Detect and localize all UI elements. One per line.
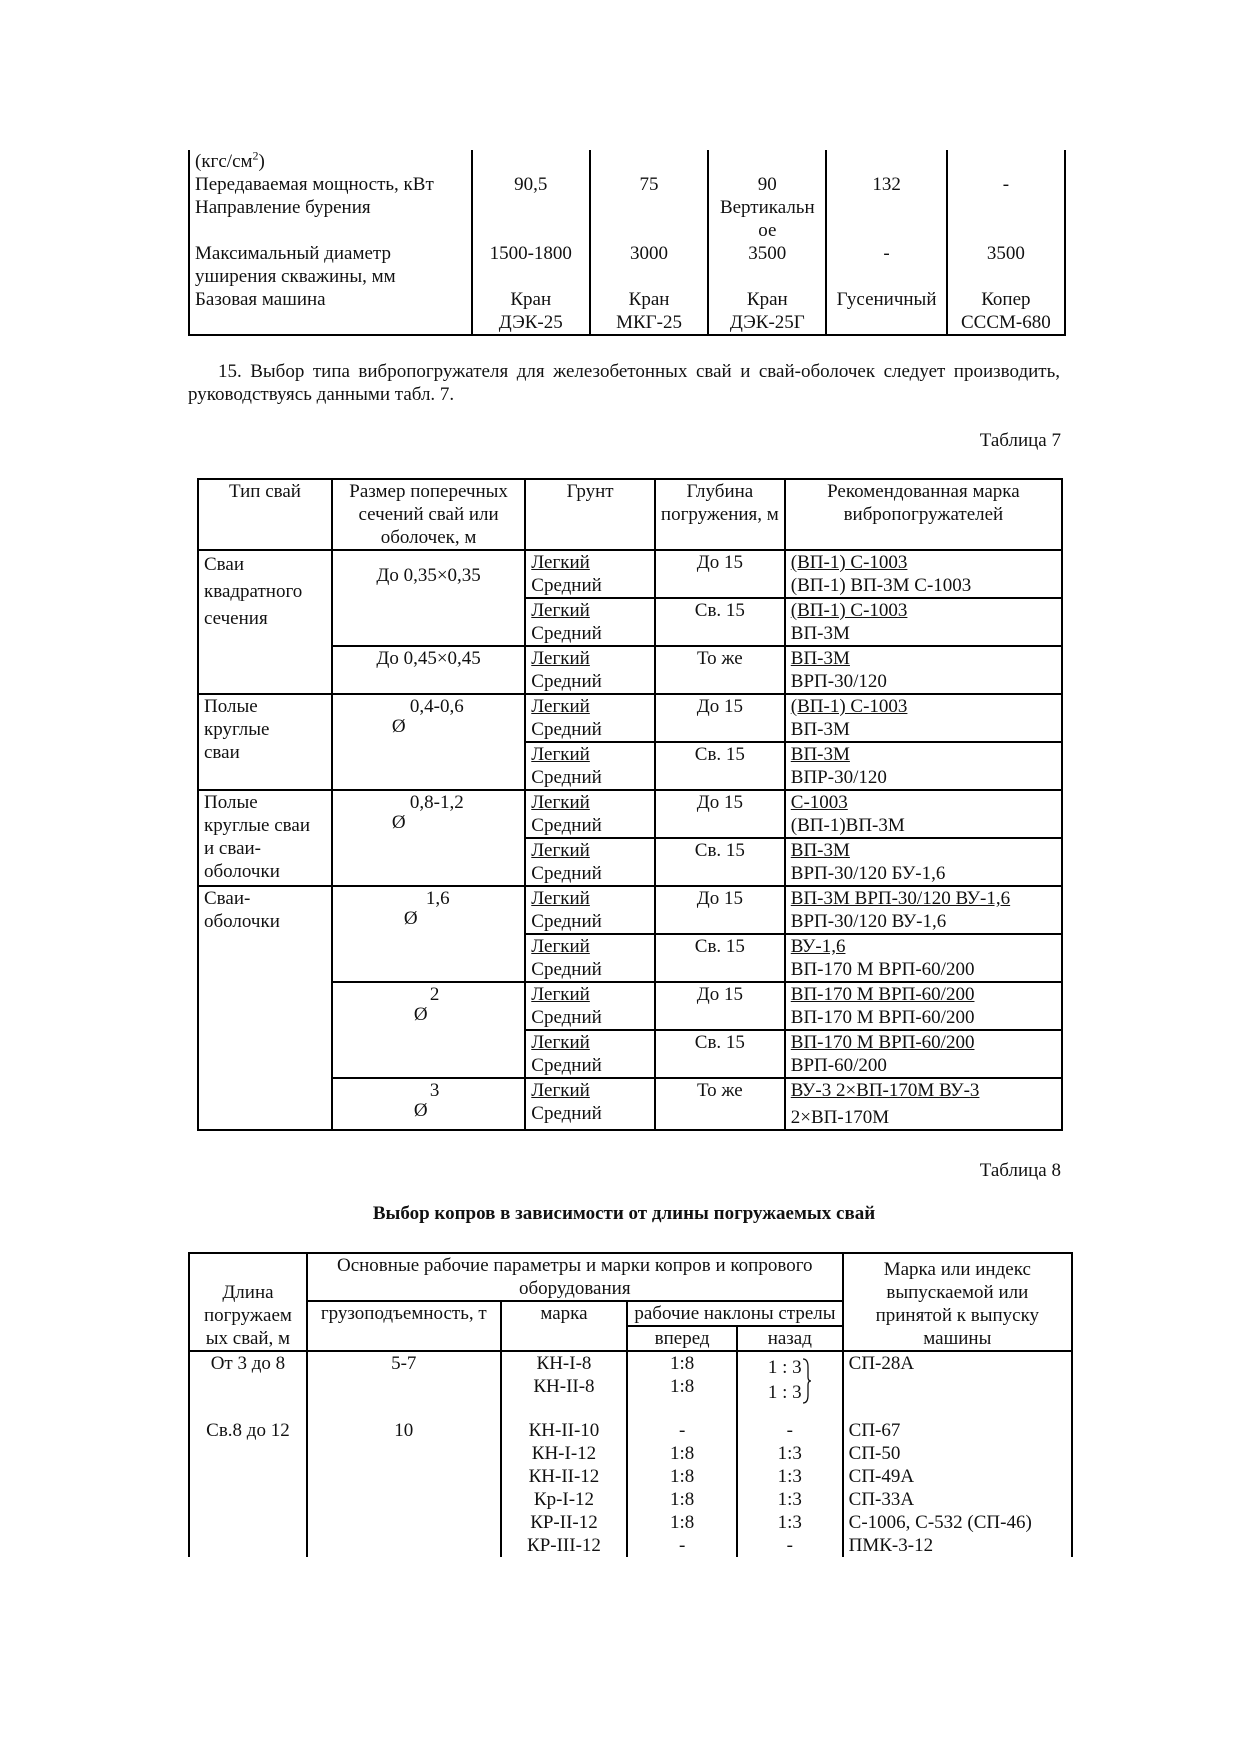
diameter-icon: Ø <box>391 716 406 737</box>
soil-cell: Легкий Средний <box>525 550 655 598</box>
row-label: Максимальный диаметр уширения скважины, мм <box>189 242 472 288</box>
table-7 <box>197 478 1063 1131</box>
column-header: вперед <box>627 1326 737 1351</box>
soil-cell: Легкий Средний <box>525 1078 655 1130</box>
column-header: Рекомендованная марка вибропогружателей <box>785 479 1062 550</box>
marks-cell: ВУ-1,6 ВП-170 М ВРП-60/200 <box>785 934 1062 982</box>
table-cell: КН-II-10 КН-I-12 КН-II-12 Кр-I-12 КР-II-12 КР-III-12 <box>501 1405 628 1557</box>
table-cell: 1500-1800 <box>472 242 590 288</box>
diameter-icon: Ø <box>391 812 406 833</box>
soil-cell: Легкий Средний <box>525 934 655 982</box>
marks-cell: ВП-3М ВРП-30/120 БУ-1,6 <box>785 838 1062 886</box>
table-row <box>189 150 1065 173</box>
pile-type: Полые круглые сваи <box>198 694 332 790</box>
table-cell: 90 <box>708 173 826 196</box>
marks-cell: (ВП-1) С-1003 ВП-3М <box>785 694 1062 742</box>
table-row <box>189 196 1065 242</box>
table-cell: 3500 <box>708 242 826 288</box>
pile-type: Сваи квадратного сечения <box>198 550 332 694</box>
table-row <box>198 550 1062 598</box>
marks-cell: (ВП-1) С-1003 ВП-3М <box>785 598 1062 646</box>
table-row <box>189 288 1065 335</box>
table-cell: - <box>826 242 946 288</box>
table-cell: Кран ДЭК-25 <box>472 288 590 335</box>
soil-cell: Легкий Средний <box>525 982 655 1030</box>
table-7-caption: Таблица 7 <box>979 430 1061 451</box>
table-cell: 1:8 1:8 <box>627 1351 737 1405</box>
soil-cell: Легкий Средний <box>525 742 655 790</box>
table-cell: КН-I-8 КН-II-8 <box>501 1351 628 1405</box>
pile-type: Полые круглые сваи и сваи-оболочки <box>198 790 332 886</box>
column-header: Размер поперечных сечений свай или оболочек, м <box>332 479 525 550</box>
diameter-icon: Ø <box>413 1100 428 1121</box>
table-row <box>198 886 1062 934</box>
column-header: Тип свай <box>198 479 332 550</box>
depth-cell: Св. 15 <box>655 742 785 790</box>
table-cell: 75 <box>590 173 708 196</box>
table-cell: 3500 <box>947 242 1065 288</box>
diameter-icon: Ø <box>413 1004 428 1025</box>
table-row <box>198 790 1062 838</box>
table-cell: Кран МКГ-25 <box>590 288 708 335</box>
depth-cell: До 15 <box>655 694 785 742</box>
marks-cell: ВП-3М ВРП-30/120 <box>785 646 1062 694</box>
table-cell: СП-28А <box>843 1351 1072 1405</box>
soil-cell: Легкий Средний <box>525 598 655 646</box>
table-row <box>189 1351 1072 1405</box>
depth-cell: До 15 <box>655 550 785 598</box>
column-header: рабочие наклоны стрелы <box>627 1301 842 1326</box>
column-header: Марка или индекс выпускаемой или принятой к выпуску машины <box>843 1253 1072 1351</box>
depth-cell: Св. 15 <box>655 598 785 646</box>
pile-size: 1,6 Ø <box>332 886 525 982</box>
table-6-fragment <box>188 150 1066 336</box>
table-header-row <box>198 479 1062 550</box>
marks-cell: ВП-170 М ВРП-60/200 ВРП-60/200 <box>785 1030 1062 1078</box>
row-label: Передаваемая мощность, кВт <box>189 173 472 196</box>
table-row <box>198 694 1062 742</box>
table-cell: Кран ДЭК-25Г <box>708 288 826 335</box>
diameter-icon: Ø <box>403 908 418 929</box>
pile-size: 2 Ø <box>332 982 525 1078</box>
depth-cell: Св. 15 <box>655 934 785 982</box>
depth-cell: То же <box>655 1078 785 1130</box>
soil-cell: Легкий Средний <box>525 646 655 694</box>
pile-size: 3 Ø <box>332 1078 525 1130</box>
table-cell: 132 <box>826 173 946 196</box>
column-header: Грунт <box>525 479 655 550</box>
table-row <box>189 242 1065 288</box>
depth-cell: До 15 <box>655 886 785 934</box>
soil-cell: Легкий Средний <box>525 790 655 838</box>
column-header: Основные рабочие параметры и марки копров и копрового оборудования <box>307 1253 843 1301</box>
table-cell: - 1:3 1:3 1:3 1:3 - <box>737 1405 843 1557</box>
marks-cell: (ВП-1) С-1003 (ВП-1) ВП-3М С-1003 <box>785 550 1062 598</box>
depth-cell: Св. 15 <box>655 1030 785 1078</box>
pile-size: 0,8-1,2 Ø <box>332 790 525 886</box>
table-cell: Вертикальн ое <box>708 196 826 242</box>
marks-cell: С-1003 (ВП-1)ВП-3М <box>785 790 1062 838</box>
depth-cell: Св. 15 <box>655 838 785 886</box>
row-label: Направление бурения <box>189 196 472 242</box>
soil-cell: Легкий Средний <box>525 886 655 934</box>
table-cell: От 3 до 8 <box>189 1351 307 1405</box>
table-cell: - <box>947 173 1065 196</box>
marks-cell: ВП-3М ВПР-30/120 <box>785 742 1062 790</box>
marks-cell: ВП-3М ВРП-30/120 ВУ-1,6 ВРП-30/120 ВУ-1,6 <box>785 886 1062 934</box>
pile-size: До 0,35×0,35 <box>332 550 525 646</box>
table-cell: 1 : 3 1 : 3 <box>737 1351 843 1405</box>
table-cell: - 1:8 1:8 1:8 1:8 - <box>627 1405 737 1557</box>
table-8-caption: Таблица 8 <box>979 1160 1061 1181</box>
row-label: Базовая машина <box>189 288 472 335</box>
depth-cell: До 15 <box>655 790 785 838</box>
table-cell: 5-7 <box>307 1351 501 1405</box>
soil-cell: Легкий Средний <box>525 1030 655 1078</box>
column-header: марка <box>501 1301 628 1351</box>
depth-cell: До 15 <box>655 982 785 1030</box>
table-cell: 90,5 <box>472 173 590 196</box>
pile-type: Сваи-оболочки <box>198 886 332 1130</box>
column-header: назад <box>737 1326 843 1351</box>
pile-size: 0,4-0,6 Ø <box>332 694 525 790</box>
table-row <box>189 173 1065 196</box>
table-cell: СП-67 СП-50 СП-49А СП-33А С-1006, С-532 (СП-46) ПМК-3-12 <box>843 1405 1072 1557</box>
table-cell: Гусеничный <box>826 288 946 335</box>
column-header: Длина погружаем ых свай, м <box>189 1253 307 1351</box>
table-cell: Копер СССМ-680 <box>947 288 1065 335</box>
depth-cell: То же <box>655 646 785 694</box>
column-header: Глубина погружения, м <box>655 479 785 550</box>
brace-icon <box>802 1357 812 1405</box>
marks-cell: ВП-170 М ВРП-60/200 ВП-170 М ВРП-60/200 <box>785 982 1062 1030</box>
paragraph-15: 15. Выбор типа вибропогружателя для железобетонных свай и свай-оболочек следует производить, руководствуясь данными табл. 7. <box>188 361 1060 405</box>
table-8 <box>188 1252 1073 1557</box>
table-8-title: Выбор копров в зависимости от длины погружаемых свай <box>372 1203 876 1224</box>
table-cell: 3000 <box>590 242 708 288</box>
table-cell: 10 <box>307 1405 501 1557</box>
soil-cell: Легкий Средний <box>525 838 655 886</box>
marks-cell: ВУ-3 2×ВП-170М ВУ-3 2×ВП-170М <box>785 1078 1062 1130</box>
row-label: $(кгс/см^2)$ <box>189 150 472 173</box>
table-row <box>189 1405 1072 1557</box>
table-header-row <box>189 1253 1072 1301</box>
soil-cell: Легкий Средний <box>525 694 655 742</box>
table-cell: Св.8 до 12 <box>189 1405 307 1557</box>
column-header: грузоподъемность, т <box>307 1301 501 1351</box>
pile-size: До 0,45×0,45 <box>332 646 525 694</box>
